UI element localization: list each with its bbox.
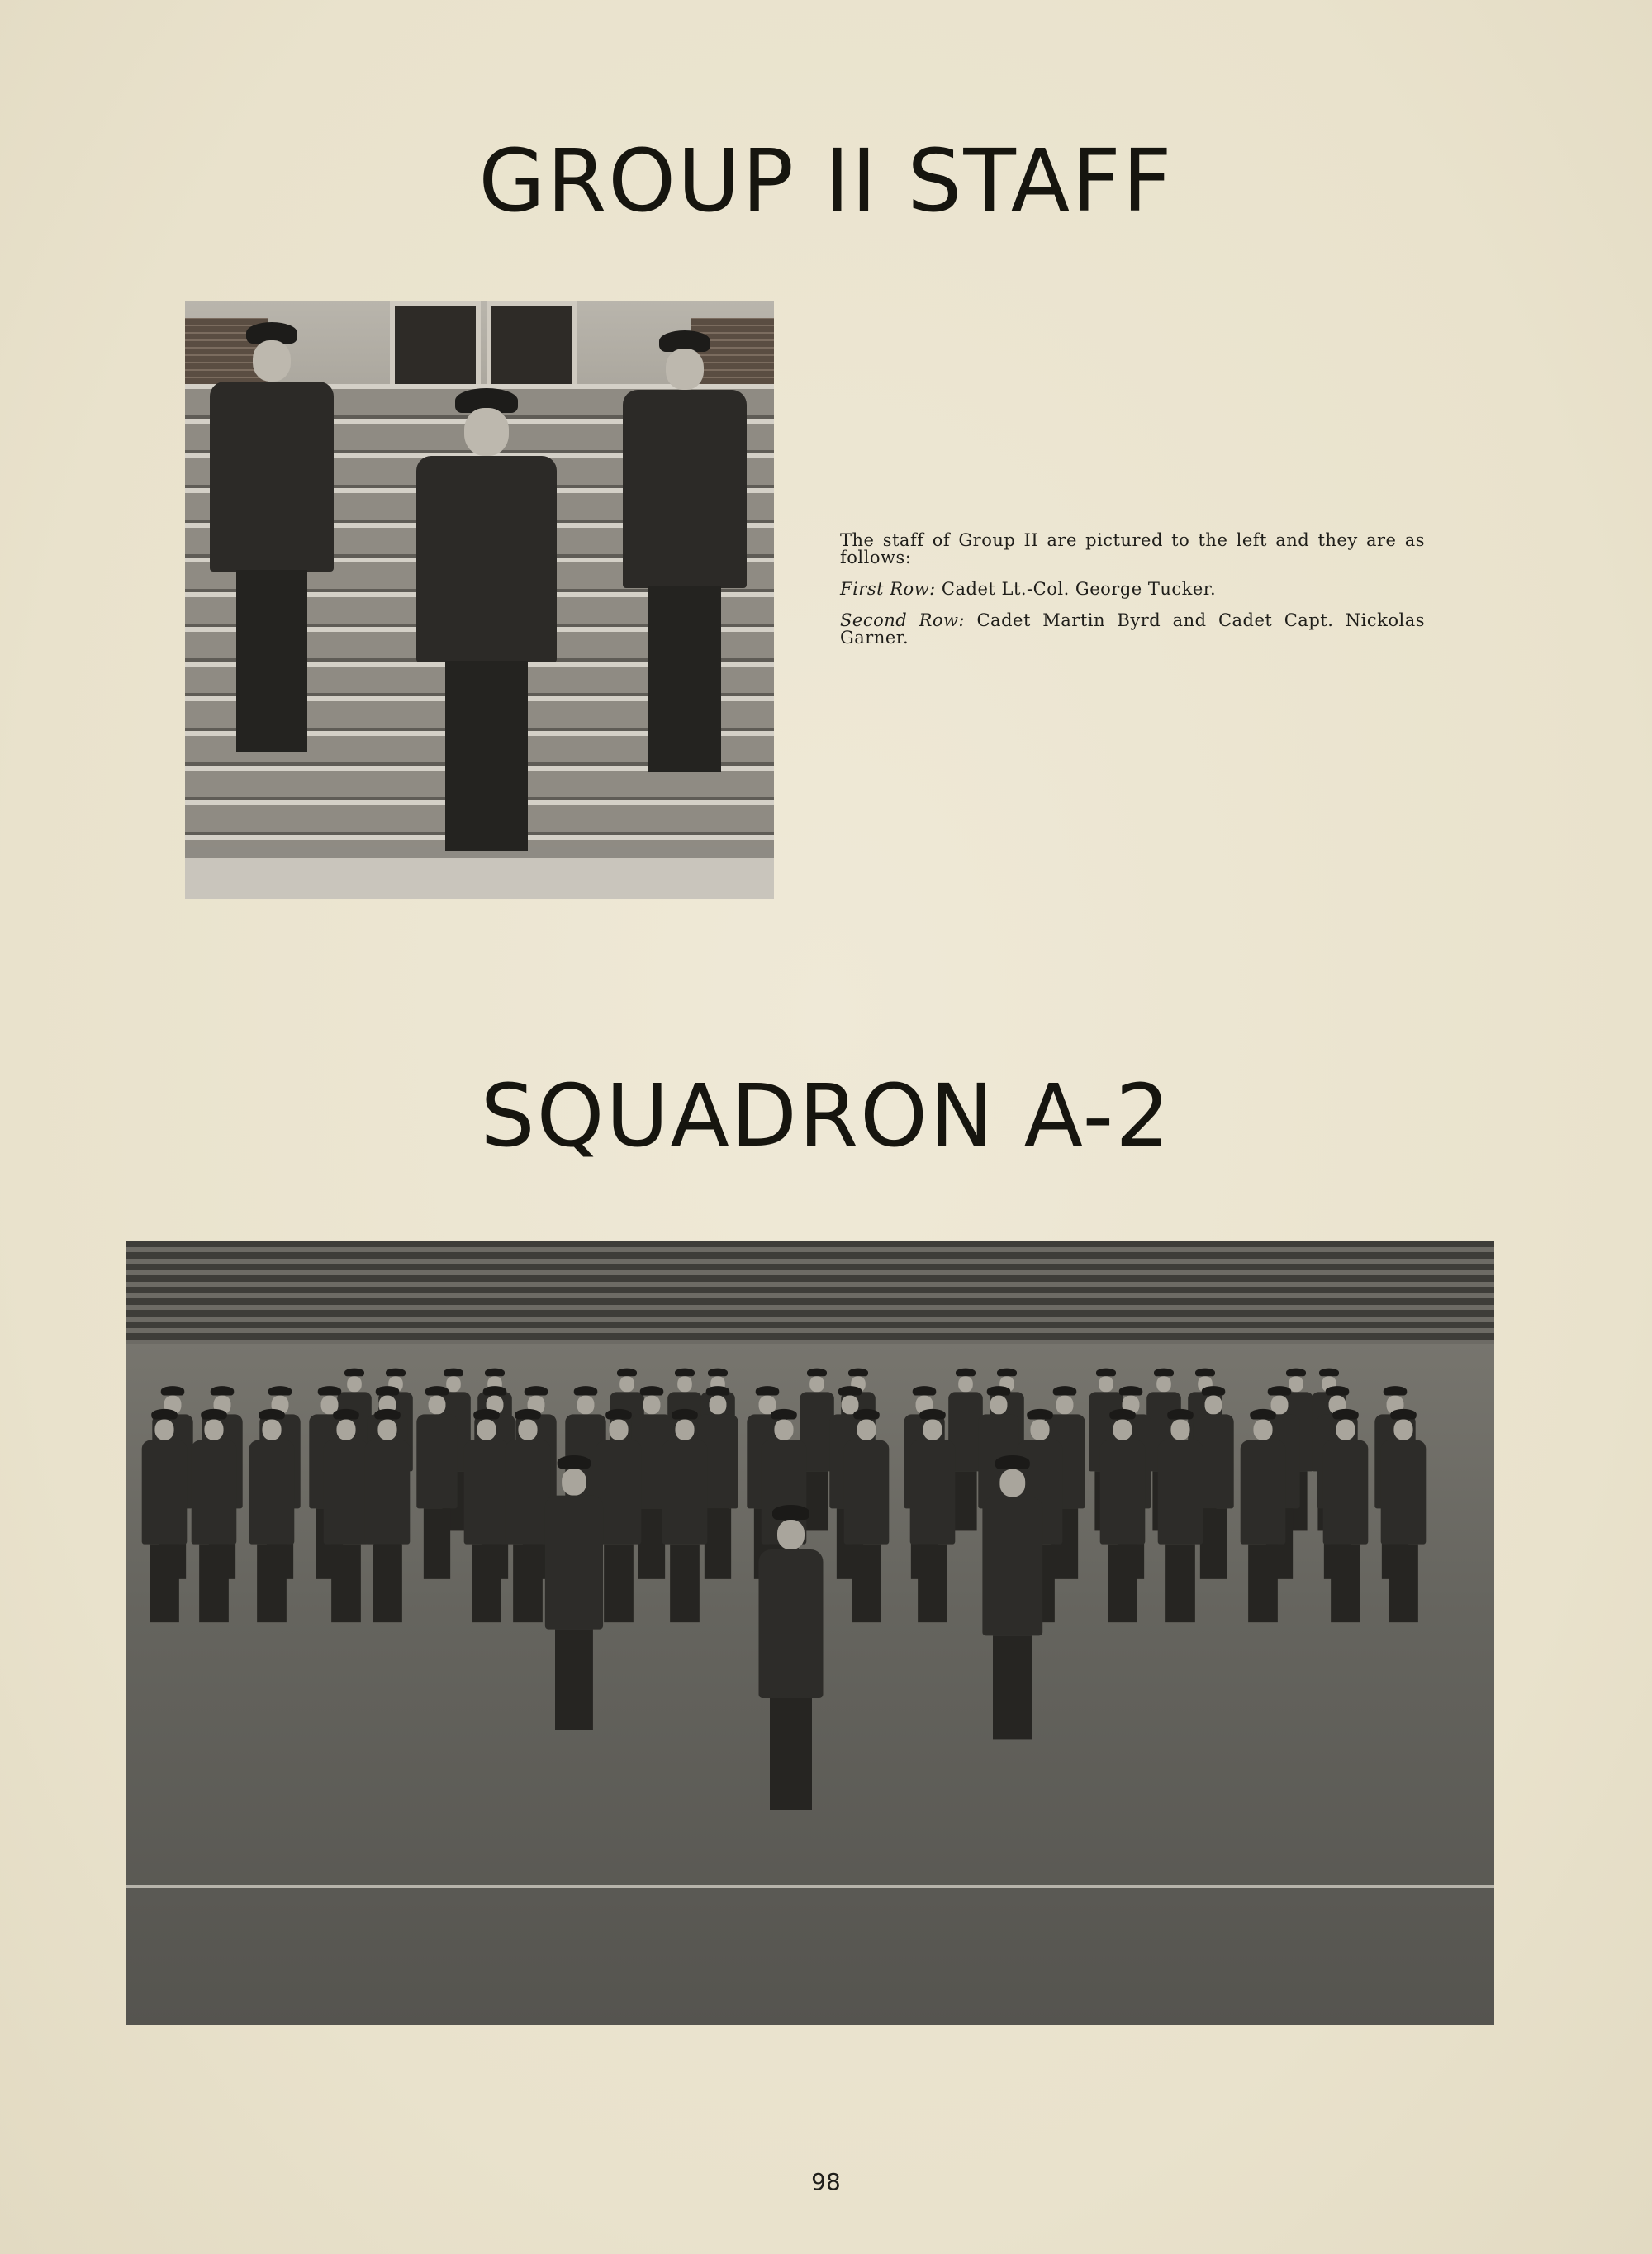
squadron-a2-title: SQUADRON A-2: [480, 1065, 1172, 1166]
door-right: [487, 301, 577, 390]
cadet-figure: [331, 1409, 361, 1622]
staff-cadet-left: [210, 322, 334, 752]
cadet-figure: [472, 1409, 501, 1622]
cadet-figure: [1331, 1409, 1360, 1622]
cadet-figure: [670, 1409, 700, 1622]
cadet-figure: [257, 1409, 287, 1622]
staff-cadet-right: [623, 330, 747, 772]
stadium-stands: [126, 1241, 1494, 1344]
cadet-figure: [373, 1409, 402, 1622]
cadet-figure: [852, 1409, 881, 1622]
cadet-figure: [604, 1409, 634, 1622]
cadet-figure: [1108, 1409, 1137, 1622]
second-row-label: Second Row:: [840, 610, 966, 630]
cadet-figure: [638, 1386, 665, 1579]
caption-first-row: [840, 581, 1425, 598]
staff-cadet-center: [416, 388, 557, 851]
officer-figure: [770, 1505, 812, 1810]
squadron-a2-formation-photo: [126, 1241, 1494, 2025]
staff-caption: [840, 532, 1425, 661]
cadet-figure: [1389, 1409, 1418, 1622]
caption-second-row: [840, 612, 1425, 647]
cadet-figure: [954, 1369, 976, 1531]
second-row-text: Cadet Martin Byrd and Cadet Capt. Nickolas Garner.: [840, 610, 1425, 648]
ground: [185, 858, 774, 899]
page-number: 98: [811, 2168, 841, 2195]
door-left: [390, 301, 481, 390]
cadet-figure: [424, 1386, 450, 1579]
group-ii-staff-title: GROUP II STAFF: [478, 130, 1174, 231]
first-row-text: Cadet Lt.-Col. George Tucker.: [941, 579, 1217, 599]
officer-figure: [555, 1455, 593, 1730]
cadet-figure: [1248, 1409, 1278, 1622]
cadet-figure: [705, 1386, 731, 1579]
cadet-figure: [150, 1409, 179, 1622]
cadet-figure: [1200, 1386, 1227, 1579]
cadet-figure: [918, 1409, 947, 1622]
group-ii-staff-photo: [185, 301, 774, 899]
officer-figure: [993, 1455, 1032, 1739]
first-row-label: First Row:: [840, 579, 936, 599]
caption-intro: The staff of Group II are pictured to the left and they are as follows:: [840, 530, 1425, 567]
cadet-figure: [513, 1409, 543, 1622]
cadet-figure: [199, 1409, 229, 1622]
yard-line: [126, 1885, 1494, 1888]
cadet-figure: [1165, 1409, 1195, 1622]
